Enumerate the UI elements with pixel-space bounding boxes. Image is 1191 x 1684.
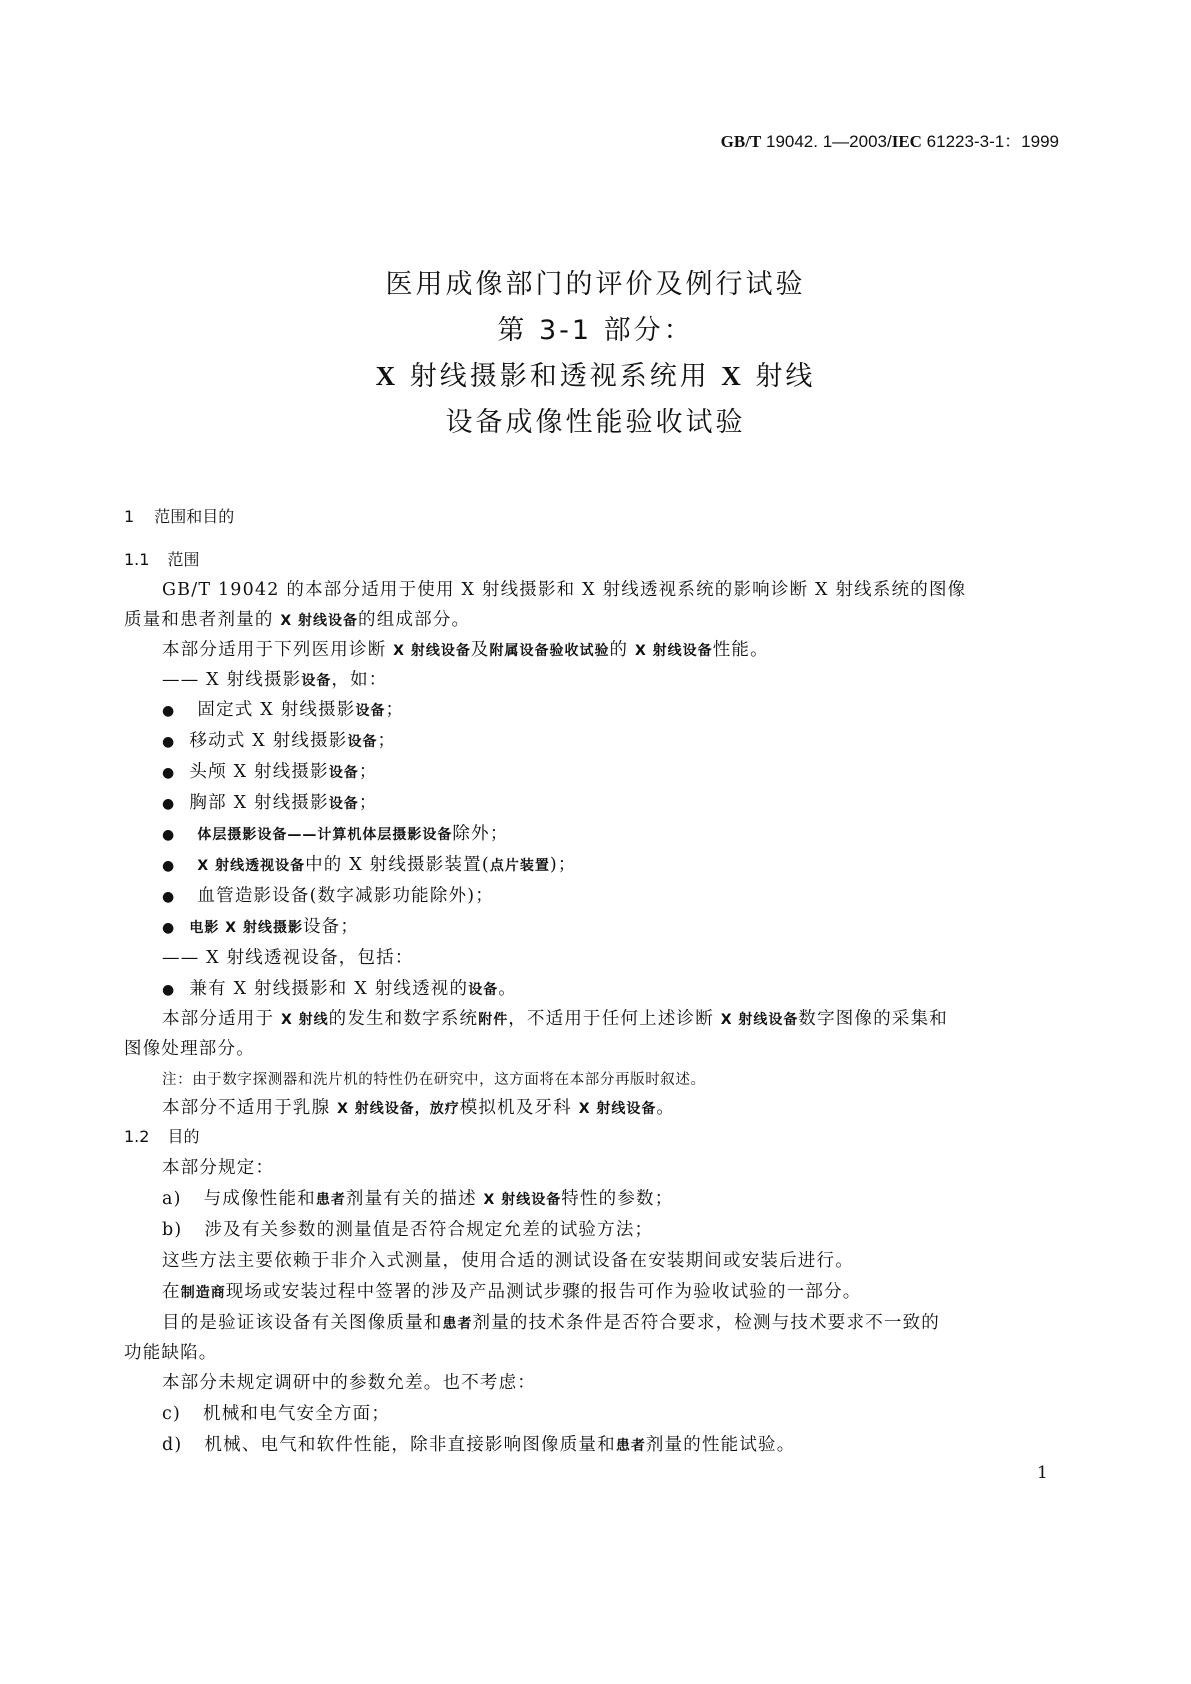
term: X 射线设备 (635, 643, 713, 659)
section-title: 范围和目的 (154, 507, 235, 526)
text: 剂量有关的描述 (345, 1189, 484, 1209)
list-item (162, 727, 396, 752)
term: 设备 (301, 673, 332, 689)
text: 数字图像的采集和 (798, 1009, 948, 1029)
term: X 射线设备 (720, 1012, 799, 1028)
dash-item-fluoroscopy: —— X 射线透视设备，包括： (162, 948, 414, 968)
text: 现场或安装过程中签署的涉及产品测试步骤的报告可作为验收试验的一部分。 (225, 1282, 862, 1302)
term: 设备 (328, 796, 359, 812)
purpose-para-3-line-1 (162, 1309, 940, 1334)
bullet-icon: ● (162, 920, 176, 936)
std-iec: IEC (891, 132, 922, 151)
text: ； (385, 700, 405, 720)
std-prefix: GB/T (720, 132, 762, 151)
term: X 射线设备，放疗 (337, 1101, 460, 1117)
bullet-icon: ● (162, 796, 176, 812)
purpose-para-2 (162, 1278, 862, 1303)
list-item (162, 851, 577, 876)
title-line-1: 医用成像部门的评价及例行试验 (385, 269, 806, 300)
bullet-icon: ● (162, 858, 176, 874)
list-item (162, 758, 378, 783)
bullet-icon: ● (162, 703, 176, 719)
section-number: 1.1 (124, 550, 150, 569)
bullet-icon: ● (162, 827, 176, 843)
dash-item-radiography (162, 666, 388, 691)
term: X 射线设备 (483, 1192, 562, 1208)
term: 设备 (468, 982, 499, 998)
text: 质量和患者剂量的 (124, 610, 281, 630)
term: X 射线透视设备 (197, 858, 306, 874)
purpose-item-d (162, 1431, 795, 1456)
scope-para-1-line-1: GB/T 19042 的本部分适用于使用 X 射线摄影和 X 射线透视系统的影响诊断 X 射线系统的图像 (162, 580, 967, 600)
list-item (162, 882, 494, 907)
scope-para-4 (162, 1094, 675, 1119)
list-item (162, 975, 517, 1000)
text: 模拟机及牙科 (459, 1098, 579, 1118)
text: 。 (656, 1098, 676, 1118)
purpose-item-b (162, 1216, 653, 1241)
purpose-para-1: 这些方法主要依赖于非介入式测量，使用合适的测试设备在安装期间或安装后进行。 (162, 1251, 854, 1271)
section-number: 1 (124, 507, 135, 526)
text: 在 (162, 1282, 181, 1302)
std-number: 19042. 1—2003/ (761, 132, 892, 151)
scope-para-2 (162, 636, 769, 661)
text: 本部分适用于下列医用诊断 (162, 640, 394, 660)
list-item (162, 789, 378, 814)
text: 性能。 (712, 640, 769, 660)
term: X 射线设备 (393, 643, 471, 659)
term: X 射线 (280, 1012, 329, 1028)
purpose-item-c (162, 1400, 390, 1425)
term: 设备 (355, 703, 386, 719)
term: 电影 X 射线摄影 (189, 920, 303, 936)
purpose-para-3-line-2: 功能缺陷。 (124, 1343, 218, 1363)
item-label: a) (162, 1189, 182, 1209)
term: 点片装置 (489, 858, 550, 874)
title-line-3 (0, 354, 1191, 393)
text: —— X 射线摄影 (162, 670, 302, 690)
term: 附属设备验收试验 (489, 643, 610, 659)
text: 本部分适用于 (162, 1009, 281, 1029)
text: )； (549, 855, 577, 875)
bullet-icon: ● (162, 765, 176, 781)
purpose-intro: 本部分规定： (162, 1158, 275, 1178)
section-1-1-heading (124, 547, 199, 570)
std-iec-number: 61223-3-1：1999 (921, 132, 1059, 151)
text: 目的是验证该设备有关图像质量和 (162, 1313, 443, 1333)
text: 的发生和数字系统 (328, 1009, 479, 1029)
text: 头颅 X 射线摄影 (189, 762, 329, 782)
item-label: b) (162, 1220, 183, 1240)
scope-note: 注：由于数字探测器和洗片机的特性仍在研究中，这方面将在本部分再版时叙述。 (162, 1072, 706, 1088)
title-text: 射线摄影和透视系统用 (398, 361, 722, 392)
scope-para-3-line-1 (162, 1005, 948, 1030)
bullet-icon: ● (162, 734, 176, 750)
purpose-para-4: 本部分未规定调研中的参数允差。也不考虑： (162, 1373, 536, 1393)
text: 兼有 X 射线摄影和 X 射线透视的 (189, 979, 469, 999)
section-title: 目的 (167, 1127, 200, 1146)
list-item (162, 696, 404, 721)
text: 特性的参数； (561, 1189, 674, 1209)
page-number: 1 (1037, 1463, 1048, 1483)
term: X 射线设备 (578, 1101, 657, 1117)
text: ，不适用于任何上述诊断 (508, 1009, 721, 1029)
title-text: 射线 (743, 361, 816, 392)
text: 涉及有关参数的测量值是否符合规定允差的试验方法； (204, 1220, 654, 1240)
term: 患者 (615, 1438, 646, 1454)
text: 固定式 X 射线摄影 (197, 700, 356, 720)
item-label: d) (162, 1435, 183, 1455)
bullet-icon: ● (162, 982, 176, 998)
section-title: 范围 (167, 550, 200, 569)
text: ； (377, 731, 397, 751)
text: 与成像性能和 (203, 1189, 316, 1209)
list-item (162, 913, 359, 938)
purpose-item-a (162, 1185, 673, 1210)
term: 制造商 (180, 1285, 226, 1301)
text: 及 (470, 640, 490, 660)
term: X 射线设备 (280, 613, 359, 629)
text: 血管造影设备(数字减影功能除外)； (197, 886, 494, 906)
text: 移动式 X 射线摄影 (189, 731, 348, 751)
text: 中的 X 射线摄影装置( (305, 855, 490, 875)
term: 体层摄影设备——计算机体层摄影设备 (197, 827, 453, 843)
text: 除外； (452, 824, 509, 844)
item-label: c) (162, 1404, 182, 1424)
text: 机械、电气和软件性能，除非直接影响图像质量和 (204, 1435, 616, 1455)
text: ，如： (331, 670, 388, 690)
text: 剂量的性能试验。 (645, 1435, 796, 1455)
section-1-heading (124, 504, 234, 527)
text: 剂量的技术条件是否符合要求，检测与技术要求不一致的 (472, 1313, 940, 1333)
title-line-2: 第 3-1 部分： (497, 315, 694, 346)
text: 的 (609, 640, 636, 660)
term: 设备 (328, 765, 359, 781)
title-x: X (375, 361, 399, 391)
standard-identifier (721, 127, 1059, 152)
scope-para-1-line-2 (124, 606, 470, 631)
list-item (162, 820, 509, 845)
term: 患者 (442, 1316, 473, 1332)
term: 设备 (347, 734, 378, 750)
title-x: X (721, 361, 744, 391)
text: 机械和电气安全方面； (203, 1404, 391, 1424)
term: 患者 (315, 1192, 346, 1208)
bullet-icon: ● (162, 889, 176, 905)
text: 本部分不适用于乳腺 (162, 1098, 338, 1118)
text: 设备； (302, 917, 360, 937)
text: 胸部 X 射线摄影 (189, 793, 329, 813)
section-number: 1.2 (124, 1127, 150, 1146)
scope-para-3-line-2: 图像处理部分。 (124, 1039, 255, 1059)
title-line-4: 设备成像性能验收试验 (445, 407, 746, 438)
term: 附件 (478, 1012, 509, 1028)
text: ； (358, 793, 378, 813)
section-1-2-heading (124, 1124, 199, 1147)
text: ； (358, 762, 378, 782)
text: 。 (498, 979, 517, 999)
text: 的组成部分。 (358, 610, 471, 630)
